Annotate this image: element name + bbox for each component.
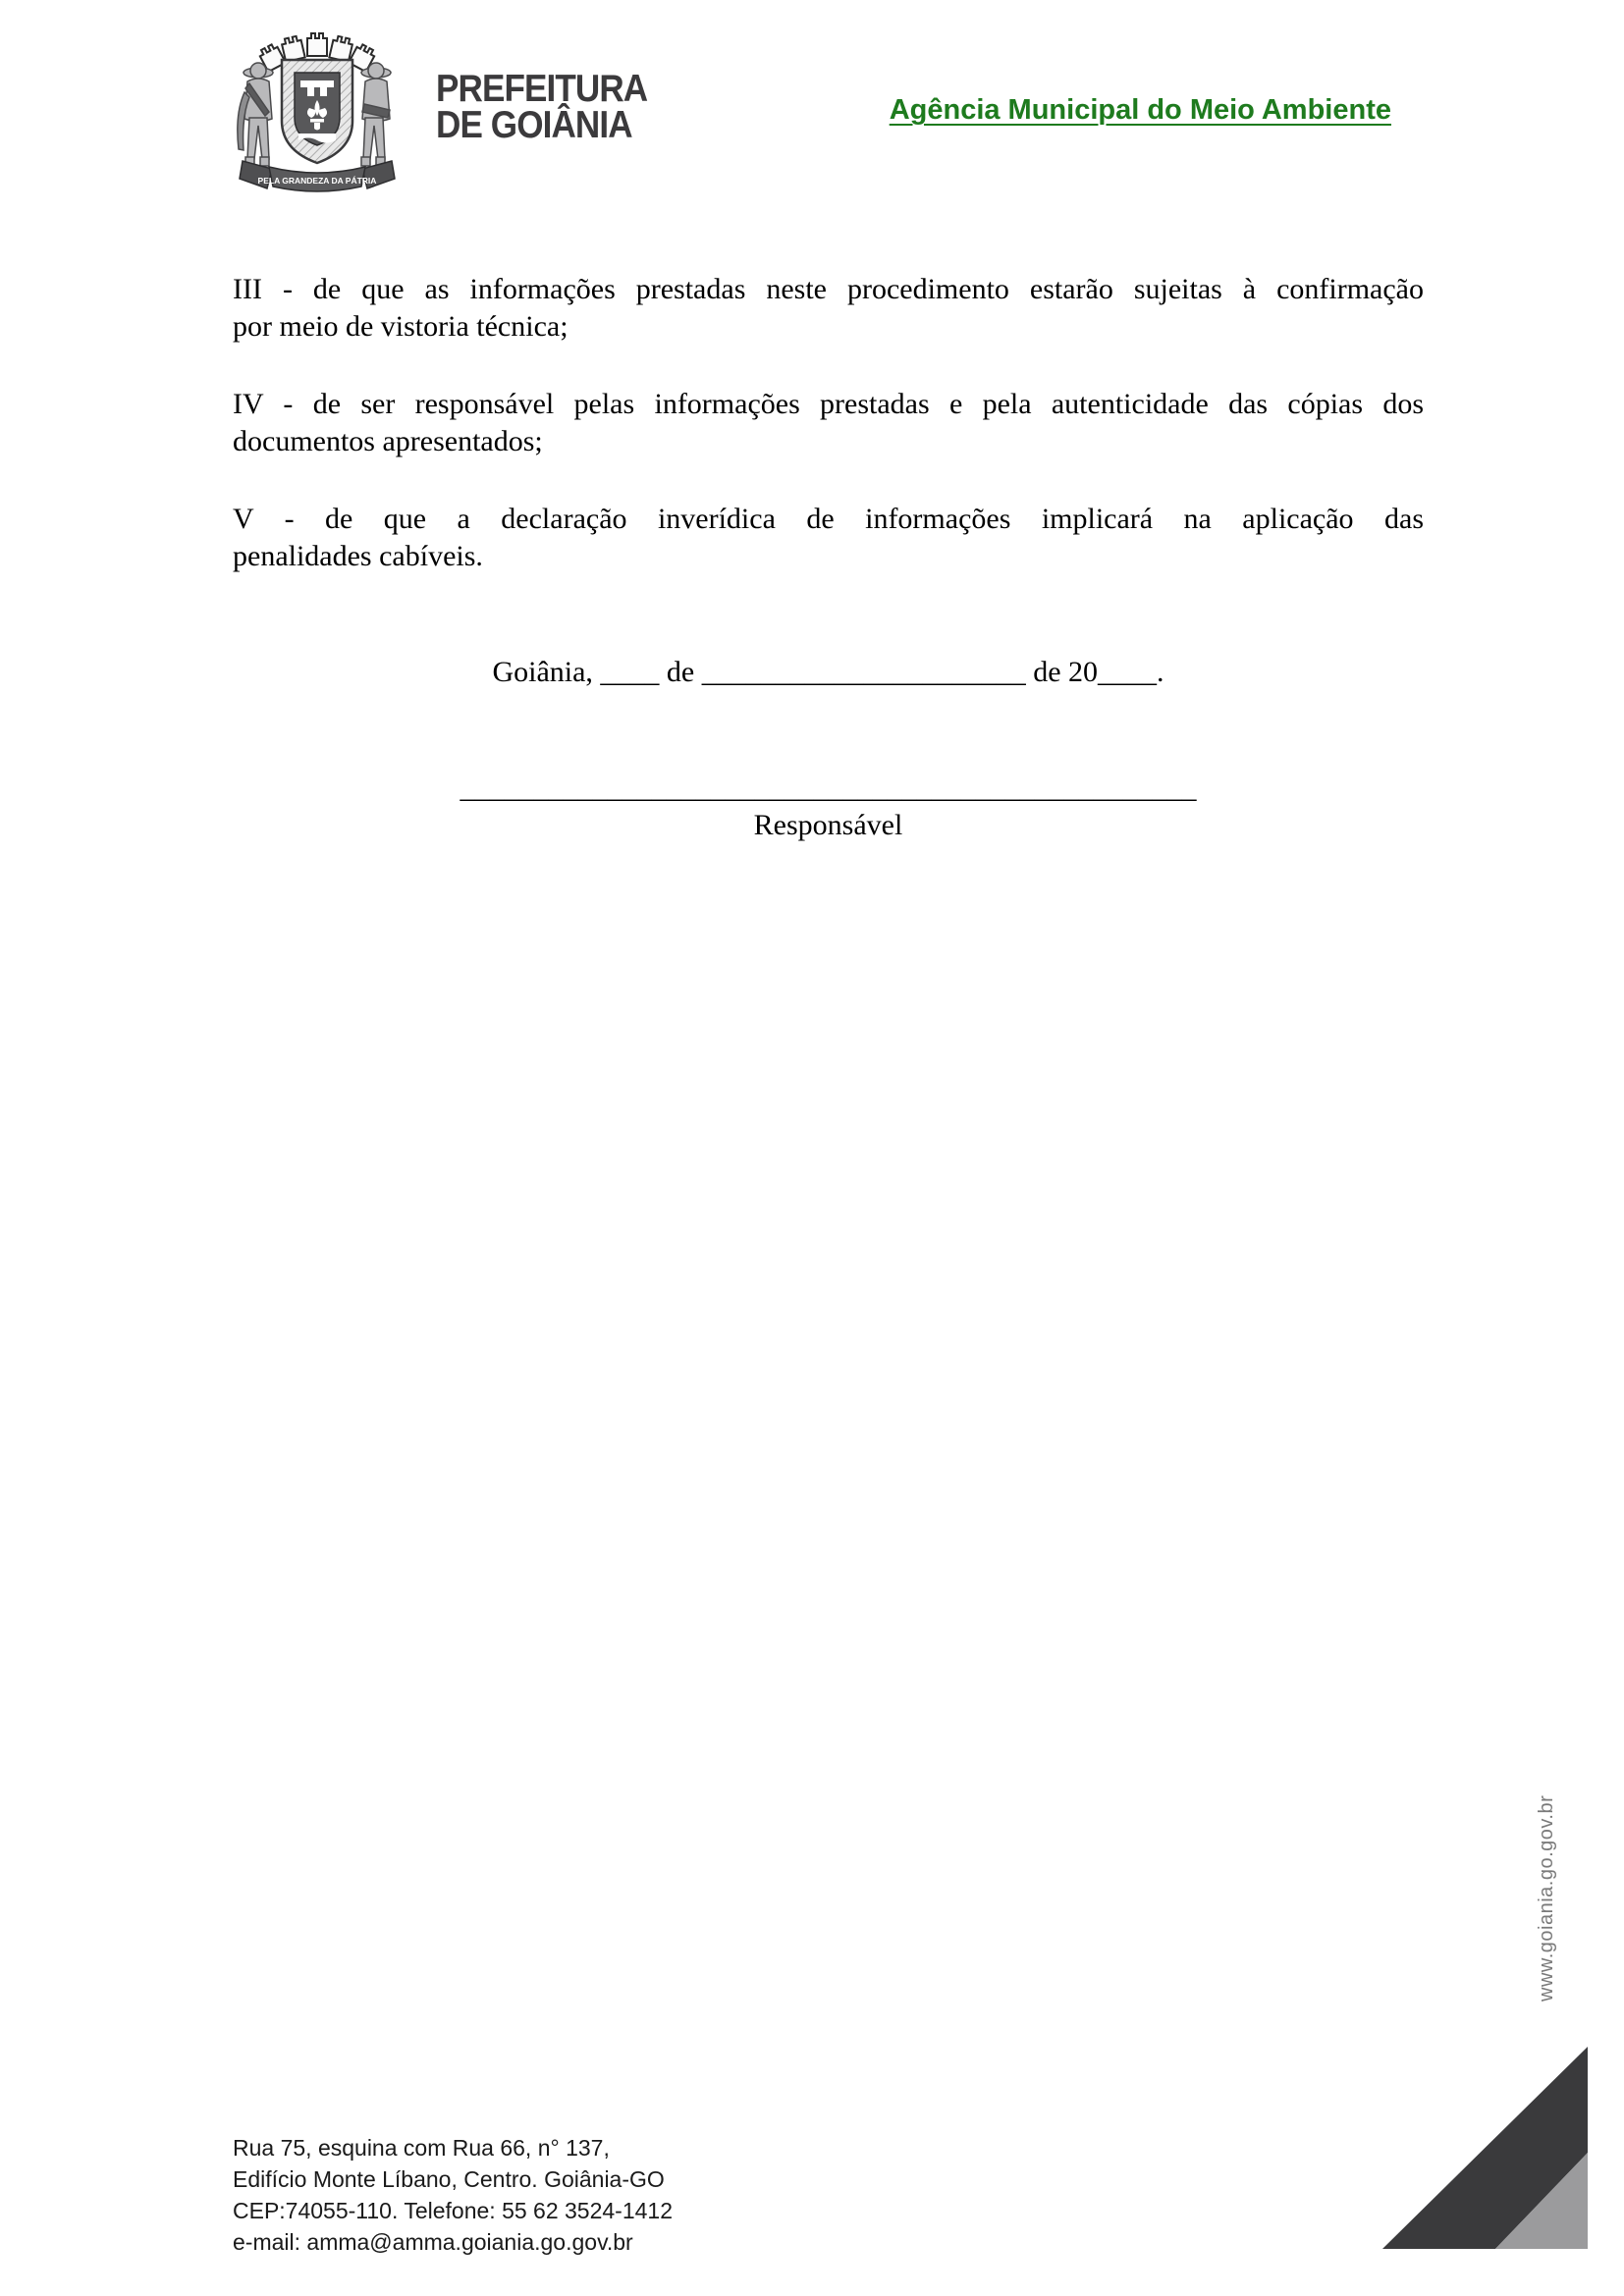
signature-line: __________________________________________________ bbox=[460, 772, 1197, 804]
paragraph-line: V - de que a declaração inverídica de informações implicará na aplicação das bbox=[233, 503, 1424, 535]
address-line-building: Edifício Monte Líbano, Centro. Goiânia-GO bbox=[233, 2166, 665, 2192]
address-line-street: Rua 75, esquina com Rua 66, n° 137, bbox=[233, 2135, 610, 2161]
date-line: Goiânia, ____ de ______________________ de 20____. bbox=[492, 656, 1164, 688]
paragraph-line: por meio de vistoria técnica; bbox=[233, 310, 568, 343]
paragraph-line: documentos apresentados; bbox=[233, 425, 543, 457]
motto-text: PELA GRANDEZA DA PÁTRIA bbox=[257, 176, 377, 186]
paragraph-iv bbox=[233, 386, 1424, 460]
paragraph-line: IV - de ser responsável pelas informações prestadas e pela autenticidade das cópias dos bbox=[233, 388, 1424, 420]
prefeitura-logotype bbox=[436, 68, 648, 146]
paragraph-v bbox=[233, 501, 1424, 575]
signature-block bbox=[233, 770, 1424, 844]
paragraph-iii bbox=[233, 271, 1424, 346]
paragraph-line: penalidades cabíveis. bbox=[233, 540, 483, 572]
address-line-cep-phone: CEP:74055-110. Telefone: 55 62 3524-1412 bbox=[233, 2198, 674, 2223]
corner-triangles-decoration bbox=[1379, 2044, 1591, 2252]
goiania-coat-of-arms-icon bbox=[215, 27, 419, 198]
prefeitura-logotype-line2: DE GOIÂNIA bbox=[436, 104, 632, 146]
prefeitura-logotype-line1: PREFEITURA bbox=[436, 68, 648, 110]
document-body bbox=[233, 271, 1424, 844]
signature-label: Responsável bbox=[753, 809, 903, 841]
agency-title: Agência Municipal do Meio Ambiente bbox=[889, 94, 1391, 126]
address-line-email: e-mail: amma@amma.goiania.go.gov.br bbox=[233, 2229, 633, 2255]
website-url-vertical: www.goiania.go.gov.br bbox=[1536, 1794, 1557, 2002]
paragraph-line: III - de que as informações prestadas neste procedimento estarão sujeitas à confirmação bbox=[233, 273, 1424, 305]
footer-address bbox=[233, 2132, 673, 2258]
